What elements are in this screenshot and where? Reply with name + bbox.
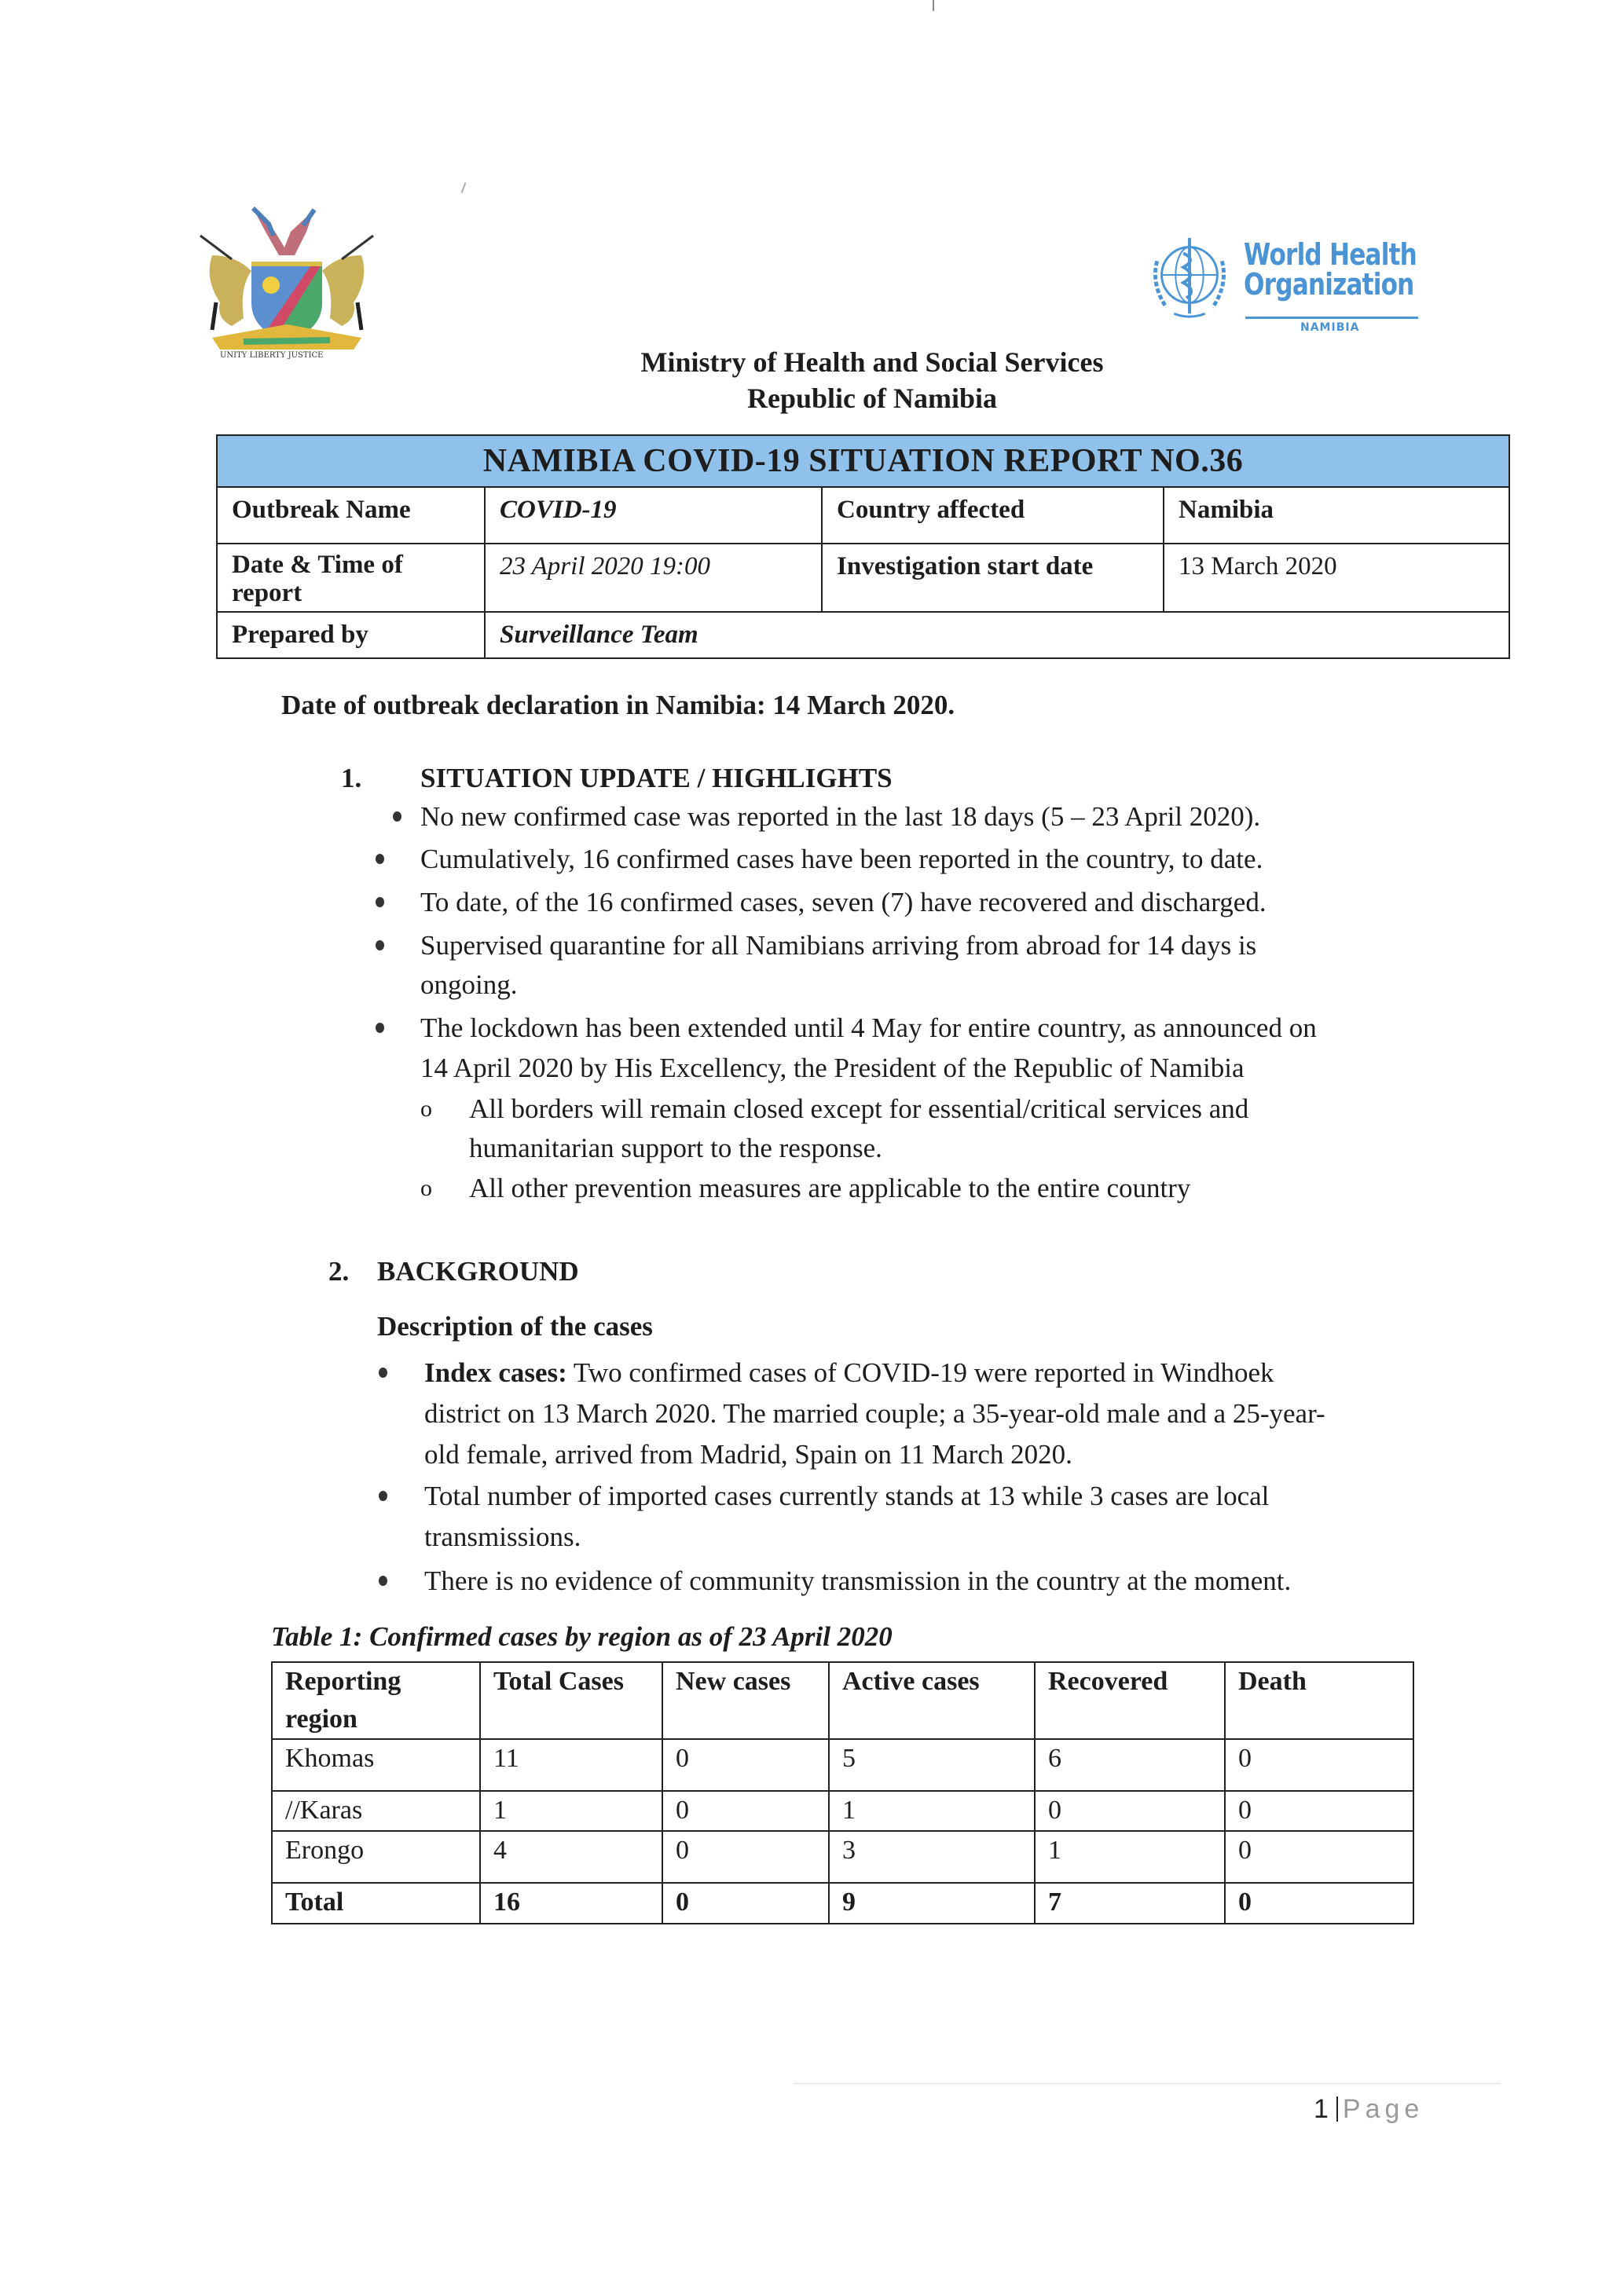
scan-artifact: [461, 182, 467, 193]
bullet-icon: [376, 854, 384, 864]
country-affected-label: Country affected: [823, 488, 1164, 543]
column-header: Death: [1225, 1662, 1413, 1739]
who-emblem-icon: [1143, 230, 1236, 323]
sub-highlight-item: All borders will remain closed except for essential/critical services and: [469, 1093, 1249, 1124]
sub-highlight-item: All other prevention measures are applicable to the entire country: [469, 1173, 1191, 1203]
region-cell: //Karas: [272, 1791, 480, 1831]
section2-heading: BACKGROUND: [377, 1256, 579, 1287]
svg-text:UNITY LIBERTY JUSTICE: UNITY LIBERTY JUSTICE: [220, 351, 324, 360]
region-cell: Erongo: [272, 1831, 480, 1883]
recovered-cell: 6: [1035, 1739, 1225, 1791]
report-title: NAMIBIA COVID-19 SITUATION REPORT NO.36: [218, 436, 1509, 488]
report-info-table: [216, 434, 1510, 659]
section1-heading: SITUATION UPDATE / HIGHLIGHTS: [420, 763, 893, 793]
page-number-value: 1: [1314, 2094, 1329, 2124]
report-datetime-value: 23 April 2020 19:00: [486, 544, 823, 611]
bullet-icon: [393, 811, 401, 822]
death-cell: 0: [1225, 1739, 1413, 1791]
ministry-title: Ministry of Health and Social Services: [640, 346, 1104, 378]
table-total-row: [272, 1883, 1413, 1924]
highlight-item: The lockdown has been extended until 4 May for entire country, as announced on: [420, 1013, 1317, 1043]
background-item: [424, 1353, 1274, 1393]
outbreak-declaration: Date of outbreak declaration in Namibia: 14 March 2020.: [281, 690, 955, 720]
investigation-start-label: Investigation start date: [823, 544, 1164, 611]
bullet-icon: [379, 1576, 387, 1586]
confirmed-cases-by-region-table: [271, 1661, 1414, 1924]
footer-divider: [794, 2083, 1501, 2084]
who-country: NAMIBIA: [1300, 321, 1360, 334]
section2-number: 2.: [328, 1256, 350, 1287]
column-header: Recovered: [1035, 1662, 1225, 1739]
column-header: Total Cases: [480, 1662, 662, 1739]
background-item-continued: old female, arrived from Madrid, Spain on 11 March 2020.: [424, 1439, 1072, 1470]
highlight-item: Cumulatively, 16 confirmed cases have been reported in the country, to date.: [420, 844, 1263, 874]
bullet-icon: [376, 940, 384, 950]
page-separator: [1336, 2096, 1338, 2122]
who-name-line1: World Health: [1244, 237, 1417, 272]
bullet-icon: [376, 897, 384, 907]
new-cases-cell: 0: [662, 1791, 829, 1831]
section1-number: 1.: [341, 763, 362, 793]
prepared-by-label: Prepared by: [218, 613, 486, 657]
death-cell: 0: [1225, 1831, 1413, 1883]
coat-of-arms-icon: [196, 200, 377, 361]
background-item-continued: transmissions.: [424, 1522, 581, 1552]
active-cases-cell: 1: [829, 1791, 1035, 1831]
total-cases-cell: 11: [480, 1739, 662, 1791]
highlight-item-continued: ongoing.: [420, 969, 518, 1000]
background-item: There is no evidence of community transmission in the country at the moment.: [424, 1565, 1292, 1596]
table-row: [272, 1791, 1413, 1831]
bullet-icon: [376, 1023, 384, 1033]
page-number: [1314, 2093, 1424, 2125]
highlight-item: To date, of the 16 confirmed cases, seven (7) have recovered and discharged.: [420, 887, 1267, 917]
region-cell: Khomas: [272, 1739, 480, 1791]
new-cases-cell: 0: [662, 1831, 829, 1883]
recovered-cell: 1: [1035, 1831, 1225, 1883]
who-logo: [1143, 224, 1434, 342]
recovered-cell: 7: [1035, 1883, 1225, 1924]
death-cell: 0: [1225, 1791, 1413, 1831]
death-cell: 0: [1225, 1883, 1413, 1924]
total-cases-cell: 16: [480, 1883, 662, 1924]
who-name-line2: Organization: [1244, 267, 1414, 302]
index-cases-label: Index cases:: [424, 1357, 567, 1388]
column-header: Active cases: [829, 1662, 1035, 1739]
highlight-item: No new confirmed case was reported in the last 18 days (5 – 23 April 2020).: [420, 801, 1261, 832]
sub-bullet-circle-icon: o: [420, 1096, 432, 1122]
republic-title: Republic of Namibia: [746, 383, 998, 414]
namibia-coat-of-arms-logo: [196, 200, 377, 361]
table1-caption: Table 1: Confirmed cases by region as of 23 April 2020: [271, 1621, 893, 1652]
table-header-row: [272, 1662, 1413, 1739]
bullet-icon: [379, 1491, 387, 1501]
report-info-row: [218, 544, 1509, 613]
who-divider: [1245, 317, 1418, 319]
report-datetime-label: Date & Time of report: [218, 544, 486, 611]
who-name: [1244, 237, 1417, 302]
new-cases-cell: 0: [662, 1883, 829, 1924]
column-header: New cases: [662, 1662, 829, 1739]
active-cases-cell: 9: [829, 1883, 1035, 1924]
bullet-icon: [379, 1368, 387, 1378]
table-row: [272, 1739, 1413, 1791]
page-label: Page: [1342, 2094, 1424, 2124]
report-info-row: [218, 488, 1509, 544]
prepared-by-value: Surveillance Team: [500, 621, 698, 649]
country-affected-value: Namibia: [1179, 496, 1274, 524]
background-item-continued: district on 13 March 2020. The married couple; a 35-year-old male and a 25-year-: [424, 1398, 1325, 1429]
cases-description-heading: Description of the cases: [377, 1311, 653, 1342]
column-header: Reporting region: [272, 1662, 480, 1739]
scan-artifact: [933, 0, 934, 11]
table-row: [272, 1831, 1413, 1883]
active-cases-cell: 5: [829, 1739, 1035, 1791]
outbreak-name-value: COVID-19: [486, 488, 823, 543]
background-item: Total number of imported cases currently stands at 13 while 3 cases are local: [424, 1481, 1270, 1511]
outbreak-name-label: Outbreak Name: [218, 488, 486, 543]
region-cell: Total: [272, 1883, 480, 1924]
background-item-text: Two confirmed cases of COVID-19 were reported in Windhoek: [566, 1357, 1274, 1388]
new-cases-cell: 0: [662, 1739, 829, 1791]
sub-highlight-item-continued: humanitarian support to the response.: [469, 1133, 882, 1163]
active-cases-cell: 3: [829, 1831, 1035, 1883]
total-cases-cell: 1: [480, 1791, 662, 1831]
investigation-start-value: 13 March 2020: [1179, 552, 1337, 580]
total-cases-cell: 4: [480, 1831, 662, 1883]
highlight-item: Supervised quarantine for all Namibians arriving from abroad for 14 days is: [420, 930, 1257, 961]
recovered-cell: 0: [1035, 1791, 1225, 1831]
sub-bullet-circle-icon: o: [420, 1175, 432, 1201]
highlight-item-continued: 14 April 2020 by His Excellency, the President of the Republic of Namibia: [420, 1053, 1245, 1083]
report-info-row: [218, 613, 1509, 657]
